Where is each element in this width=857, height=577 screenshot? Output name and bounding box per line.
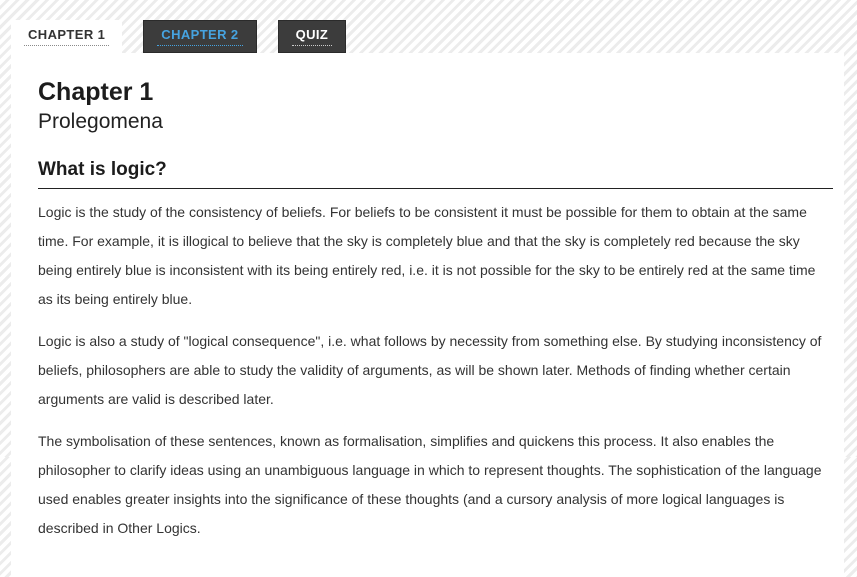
- paragraph-3: The symbolisation of these sentences, known as formalisation, simplifies and quickens this process. It also enables the philosopher to clarify ideas using an unambiguous language in which to represent thoughts. The sophistication of the language used enables greater insights into the significance of these thoughts (and a cursory analysis of more logical languages is described in Other Logics.: [38, 432, 822, 536]
- paragraph-2: Logic is also a study of "logical consequence", i.e. what follows by necessity from something else. By studying inconsistency of beliefs, philosophers are able to study the validity of arguments, as will be shown later. Methods of finding whether certain arguments are valid is described later.: [38, 332, 822, 407]
- paragraph-1: Logic is the study of the consistency of beliefs. For beliefs to be consistent it must be possible for them to obtain at the same time. For example, it is illogical to believe that the sky is completely blue and that the sky is completely red because the sky being entirely blue is inconsistent with its being entirely red, i.e. it is not possible for the sky to be entirely red at the same time as its being entirely blue.: [38, 203, 816, 307]
- tab-chapter-2-label: CHAPTER 2: [157, 27, 242, 46]
- tab-bar: [0, 0, 857, 53]
- tab-quiz-label: QUIZ: [292, 27, 333, 46]
- chapter-title: Chapter 1: [38, 78, 154, 106]
- content-card: [11, 53, 844, 577]
- tab-chapter-1[interactable]: [11, 20, 122, 53]
- section-heading: What is logic?: [38, 159, 833, 189]
- tab-chapter-1-label: CHAPTER 1: [24, 27, 109, 46]
- chapter-subtitle: Prolegomena: [38, 109, 163, 133]
- tab-quiz[interactable]: [278, 20, 347, 53]
- tab-chapter-2[interactable]: [143, 20, 256, 53]
- section-body: [38, 189, 833, 543]
